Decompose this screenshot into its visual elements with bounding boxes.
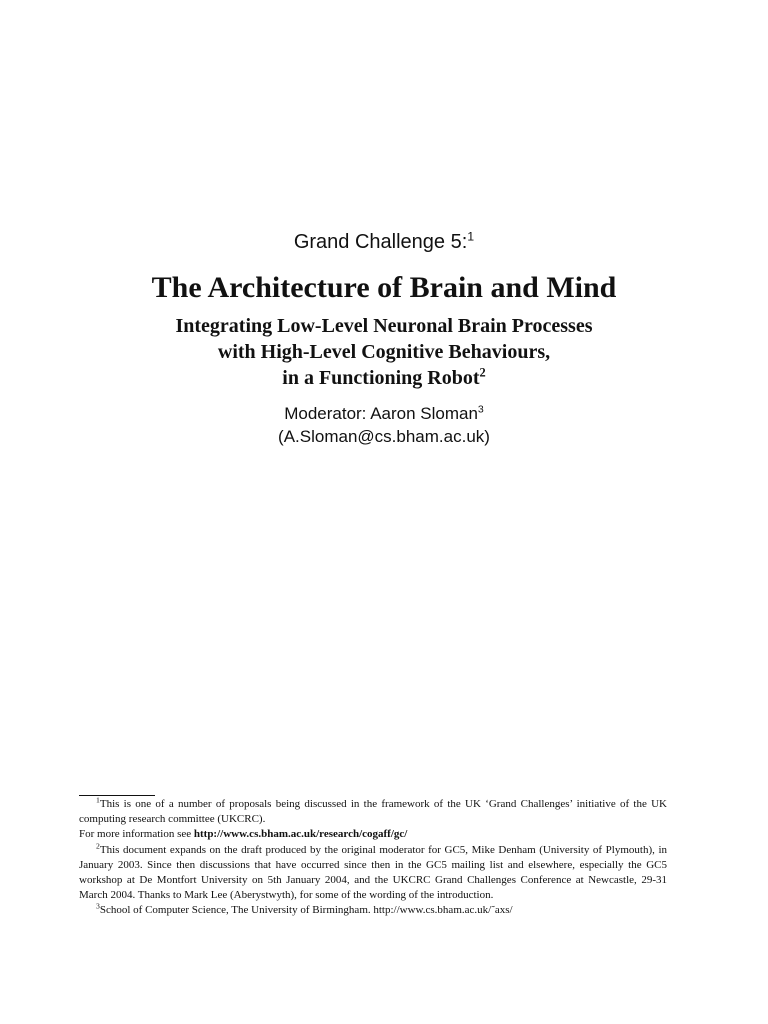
footnote-1-more-prefix: For more information see — [79, 828, 194, 841]
footnotes-section — [79, 797, 667, 919]
moderator-line — [0, 403, 768, 425]
moderator-footnote-marker: 3 — [477, 403, 484, 416]
subtitle-line-2: with High-Level Cognitive Behaviours, — [217, 341, 551, 363]
series-footnote-marker: 1 — [467, 229, 475, 244]
series-heading — [0, 229, 768, 255]
footnote-3-text: School of Computer Science, The University of Birmingham. http://www.cs.bham.ac.uk/˜axs/ — [99, 904, 513, 917]
footnote-1-text: This is one of a number of proposals being discussed in the framework of the UK ‘Grand Challenges’ initiative of the UK computing research committee (UKCRC). — [79, 798, 667, 826]
footnote-separator — [79, 795, 155, 796]
footnote-3 — [79, 903, 667, 918]
subtitle-line-3-text: in a Functioning Robot — [282, 367, 480, 389]
document-title: The Architecture of Brain and Mind — [151, 271, 617, 304]
moderator-name: Moderator: Aaron Sloman — [284, 404, 478, 423]
moderator-email: (A.Sloman@cs.bham.ac.uk) — [278, 427, 490, 446]
footnote-1-url[interactable]: http://www.cs.bham.ac.uk/research/cogaff/gc/ — [193, 828, 408, 841]
footnote-3-marker: 3 — [96, 901, 100, 911]
footnote-2-text: This document expands on the draft produced by the original moderator for GC5, Mike Denham (University of Plymouth), in January 2003. Since then discussions that have occurred since then in the GC5 mailing list and elsewhere, especially the GC5 workshop at De Montfort University on 5th January 2004, and the UKCRC Grand Challenges Conference at Newcastle, 29-31 March 2004. Thanks to Mark Lee (Aberystwyth), for some of the wording of the introduction. — [79, 843, 667, 902]
footnote-2 — [79, 840, 667, 904]
footnote-1-more-info — [79, 827, 667, 842]
subtitle-line-3 — [0, 365, 768, 391]
document-subtitle — [0, 313, 768, 391]
series-label: Grand Challenge 5: — [293, 231, 468, 253]
subtitle-footnote-marker: 2 — [479, 365, 486, 380]
footnote-1 — [79, 797, 667, 827]
footnote-1-marker: 1 — [96, 795, 100, 805]
footnote-2-marker: 2 — [96, 840, 100, 850]
subtitle-line-1: Integrating Low-Level Neuronal Brain Processes — [175, 315, 593, 337]
